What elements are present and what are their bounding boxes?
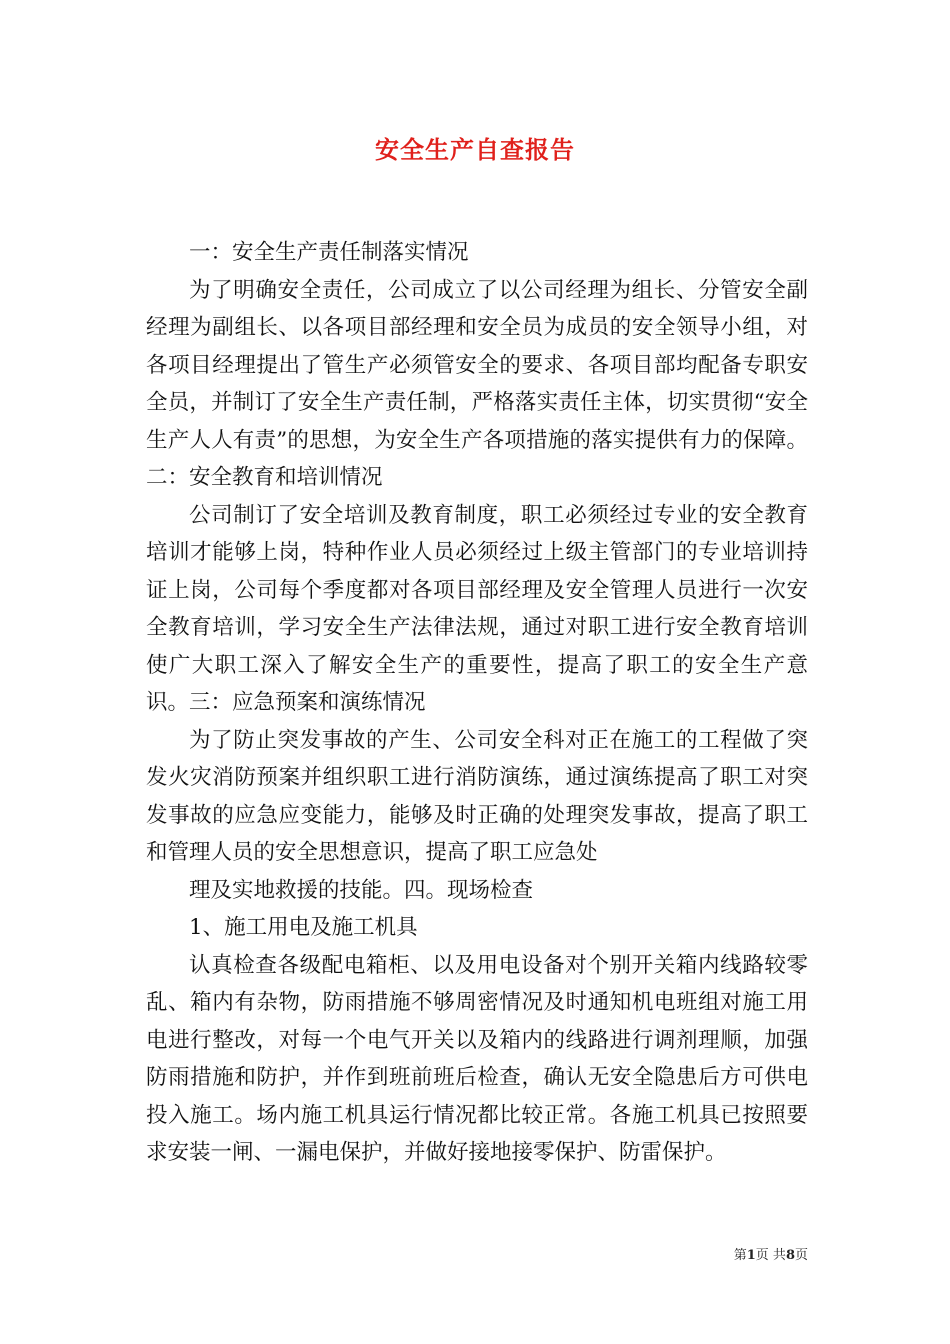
subsection-heading-electricity: 1、施工用电及施工机具 bbox=[189, 915, 418, 940]
footer-suffix: 页 bbox=[794, 1248, 808, 1263]
paragraph-emergency: 为了防止突发事故的产生、公司安全科对正在施工的工程做了突发火灾消防预案并组织职工进行消防演练，通过演练提高了职工对突发事故的应急应变能力，能够及时正确的处理突发事故，提高了职工和管理人员的安全思想意识，提高了职工应急处 bbox=[146, 727, 808, 865]
section-heading-1: 一：安全生产责任制落实情况 bbox=[189, 240, 469, 265]
paragraph-responsibility: 为了明确安全责任，公司成立了以公司经理为组长、分管安全副经理为副组长、以各项目部经理和安全员为成员的安全领导小组，对各项目经理提出了管生产必须管安全的要求、各项目部均配备专职安全员，并制订了安全生产责任制，严格落实责任主体，切实贯彻“安全生产人人有责”的思想，为安全生产各项措施的落实提供有力的保障。二：安全教育和培训情况 bbox=[146, 277, 808, 490]
document-title: 安全生产自查报告 bbox=[375, 135, 575, 164]
paragraph-training: 公司制订了安全培训及教育制度，职工必须经过专业的安全教育培训才能够上岗，特种作业人员必须经过上级主管部门的专业培训持证上岗，公司每个季度都对各项目部经理及安全管理人员进行一次安全教育培训，学习安全生产法律法规，通过对职工进行安全教育培训使广大职工深入了解安全生产的重要性，提高了职工的安全生产意识。三：应急预案和演练情况 bbox=[146, 502, 808, 715]
footer-page-number: 1 bbox=[746, 1248, 756, 1263]
footer-middle: 页 共 bbox=[755, 1248, 786, 1263]
paragraph-site-inspection-heading: 理及实地救援的技能。四。现场检查 bbox=[189, 877, 534, 903]
page-footer bbox=[680, 1247, 808, 1265]
paragraph-electricity: 认真检查各级配电箱柜、以及用电设备对个别开关箱内线路较零乱、箱内有杂物，防雨措施不够周密情况及时通知机电班组对施工用电进行整改，对每一个电气开关以及箱内的线路进行调剂理顺，加强防雨措施和防护，并作到班前班后检查，确认无安全隐患后方可供电投入施工。场内施工机具运行情况都比较正常。各施工机具已按照要求安装一闸、一漏电保护，并做好接地接零保护、防雷保护。 bbox=[146, 952, 808, 1165]
footer-total-pages: 8 bbox=[785, 1248, 795, 1263]
footer-prefix: 第 bbox=[733, 1248, 747, 1263]
document-body bbox=[146, 234, 808, 1172]
